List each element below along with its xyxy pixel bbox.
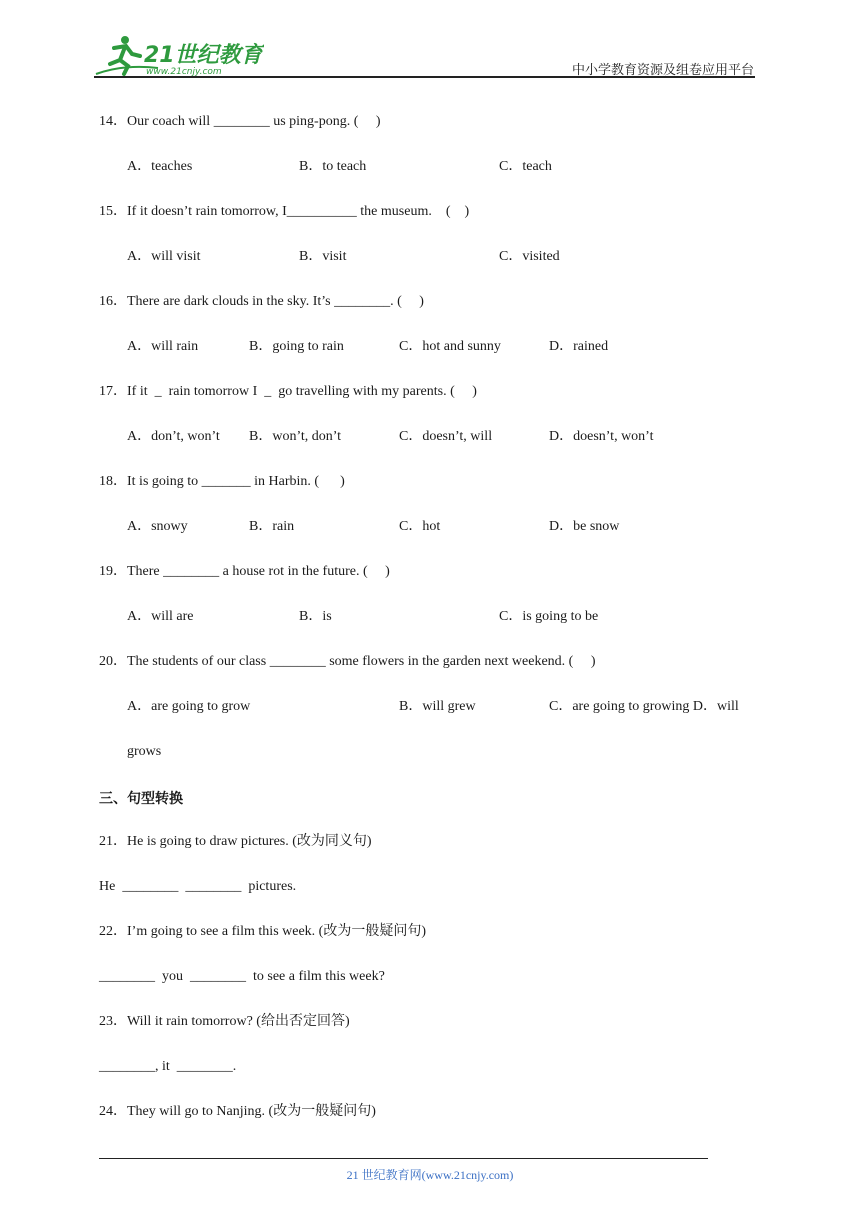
question-15-stem: 15．If it doesn’t rain tomorrow, I__________ the museum. ( ) <box>99 204 470 219</box>
question-14-option-a[interactable]: A．teaches <box>127 159 193 174</box>
question-19-option-b[interactable]: B．is <box>299 609 332 624</box>
page-header <box>0 0 860 80</box>
question-18-option-d[interactable]: D．be snow <box>549 519 620 534</box>
section-title: 三、句型转换 <box>99 791 183 807</box>
question-21-answer-line[interactable]: He ________ ________ pictures. <box>99 879 297 894</box>
question-14-option-b[interactable]: B．to teach <box>299 159 367 174</box>
question-19-option-c[interactable]: C．is going to be <box>499 609 599 624</box>
question-17-option-d[interactable]: D．doesn’t, won’t <box>549 429 654 444</box>
question-20-option-b[interactable]: B．will grew <box>399 699 476 714</box>
question-22-answer-line[interactable]: ________ you ________ to see a film this week? <box>99 969 385 984</box>
question-18-stem: 18．It is going to _______ in Harbin. ( ) <box>99 474 345 489</box>
question-17-option-a[interactable]: A．don’t, won’t <box>127 429 220 444</box>
question-20-stem: 20．The students of our class ________ some flowers in the garden next weekend. ( ) <box>99 654 596 669</box>
question-18-option-a[interactable]: A．snowy <box>127 519 188 534</box>
question-19-option-a[interactable]: A．will are <box>127 609 194 624</box>
site-logo <box>94 34 264 78</box>
question-20-option-c-d[interactable]: C．are going to growing D．will <box>549 699 739 714</box>
question-23-answer-line[interactable]: ________, it ________. <box>99 1059 237 1074</box>
question-24-stem: 24．They will go to Nanjing. (改为一般疑问句) <box>99 1104 376 1119</box>
question-18-option-c[interactable]: C．hot <box>399 519 441 534</box>
footer-divider <box>99 1158 708 1159</box>
question-16-option-c[interactable]: C．hot and sunny <box>399 339 501 354</box>
question-16-option-a[interactable]: A．will rain <box>127 339 199 354</box>
svg-text:www.21cnjy.com: www.21cnjy.com <box>146 67 222 77</box>
question-15-option-c[interactable]: C．visited <box>499 249 560 264</box>
question-16-option-b[interactable]: B．going to rain <box>249 339 344 354</box>
header-platform-name: 中小学教育资源及组卷应用平台 <box>571 63 754 78</box>
question-15-option-b[interactable]: B．visit <box>299 249 347 264</box>
header-divider <box>94 76 755 78</box>
question-23-stem: 23．Will it rain tomorrow? (给出否定回答) <box>99 1014 350 1029</box>
question-17-option-c[interactable]: C．doesn’t, will <box>399 429 493 444</box>
question-17-stem: 17．If it _ rain tomorrow I _ go travelling with my parents. ( ) <box>99 384 477 399</box>
question-20-option-a[interactable]: A．are going to grow <box>127 699 251 714</box>
question-18-option-b[interactable]: B．rain <box>249 519 295 534</box>
question-19-stem: 19．There ________ a house rot in the future. ( ) <box>99 564 390 579</box>
question-20-option-continuation: grows <box>127 744 162 759</box>
svg-text:21世纪教育: 21世纪教育 <box>144 43 263 68</box>
question-22-stem: 22．I’m going to see a film this week. (改为一般疑问句) <box>99 924 427 939</box>
page-footer: 21 世纪教育网(www.21cnjy.com) <box>346 1168 514 1182</box>
question-16-stem: 16．There are dark clouds in the sky. It’s ________. ( ) <box>99 294 424 309</box>
question-17-option-b[interactable]: B．won’t, don’t <box>249 429 342 444</box>
question-14-option-c[interactable]: C．teach <box>499 159 552 174</box>
question-14-stem: 14．Our coach will ________ us ping-pong. ( ) <box>99 114 381 129</box>
question-21-stem: 21．He is going to draw pictures. (改为同义句) <box>99 834 372 849</box>
question-16-option-d[interactable]: D．rained <box>549 339 609 354</box>
question-15-option-a[interactable]: A．will visit <box>127 249 201 264</box>
